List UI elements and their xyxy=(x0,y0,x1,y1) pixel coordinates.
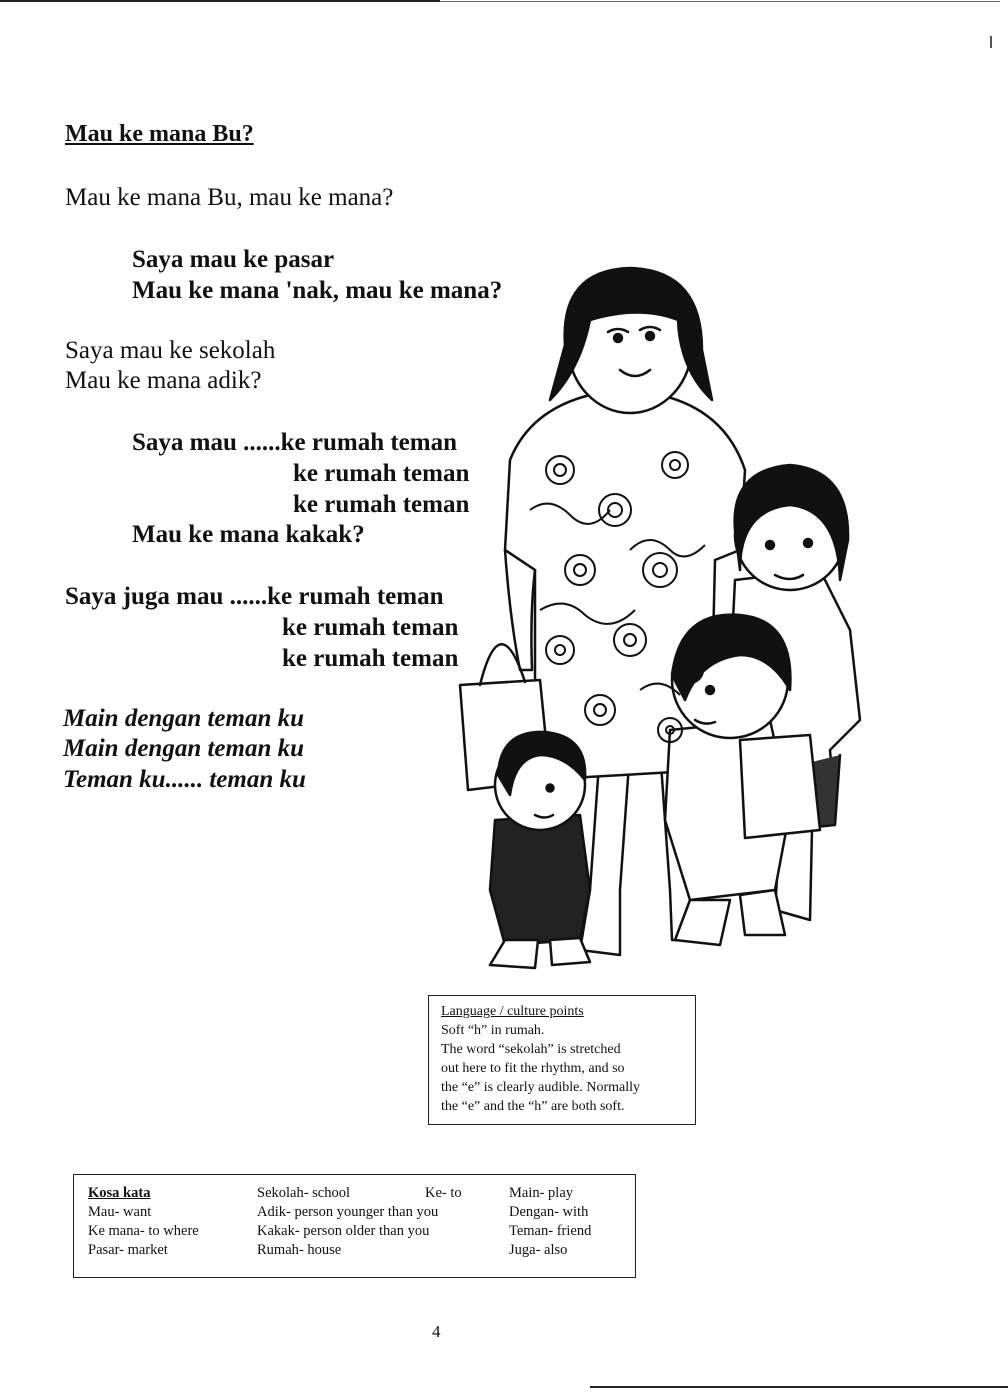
culture-box-line: the “e” is clearly audible. Normally xyxy=(441,1080,641,1095)
song-title: Mau ke mana Bu? xyxy=(65,121,254,147)
culture-box-line: out here to fit the rhythm, and so xyxy=(441,1061,625,1076)
language-culture-box xyxy=(428,995,696,1125)
scan-edge-top xyxy=(0,0,440,2)
vocab-column xyxy=(509,1184,591,1260)
lyric-line: Main dengan teman ku xyxy=(63,705,305,732)
vocab-heading: Kosa kata xyxy=(88,1185,151,1201)
lyric-line: Saya mau ke sekolah xyxy=(65,337,276,364)
lyric-line: Mau ke mana adik? xyxy=(65,367,262,394)
lyric-line: Mau ke mana kakak? xyxy=(132,521,365,548)
culture-box-line: the “e” and the “h” are both soft. xyxy=(441,1099,625,1114)
vocab-entry: Juga- also xyxy=(509,1242,568,1258)
lyric-line: Saya mau ......ke rumah teman xyxy=(132,429,458,456)
lyric-line: ke rumah teman xyxy=(293,491,470,518)
vocab-entry: Ke- to xyxy=(425,1185,462,1201)
vocab-column xyxy=(88,1184,199,1260)
lyric-line: Main dengan teman ku xyxy=(63,735,305,762)
scan-edge-top-faint xyxy=(440,1,1000,2)
lyric-line: Saya juga mau ......ke rumah teman xyxy=(65,583,444,610)
culture-box-heading: Language / culture points xyxy=(441,1004,584,1019)
lyric-line: Saya mau ke pasar xyxy=(132,246,335,273)
family-illustration xyxy=(440,250,920,980)
vocab-entry: Kakak- person older than you xyxy=(257,1223,430,1239)
vocabulary-box xyxy=(73,1174,636,1278)
culture-box-line: The word “sekolah” is stretched xyxy=(441,1042,621,1057)
vocab-entry: Teman- friend xyxy=(509,1223,592,1239)
vocab-entry: Rumah- house xyxy=(257,1242,342,1258)
page-number: 4 xyxy=(432,1322,441,1341)
vocab-column xyxy=(257,1184,438,1260)
culture-box-line: Soft “h” in rumah. xyxy=(441,1023,545,1038)
vocab-entry: Adik- person younger than you xyxy=(257,1204,439,1220)
lyric-line: Teman ku...... teman ku xyxy=(63,766,306,793)
vocab-entry: Sekolah- school xyxy=(257,1185,351,1201)
lyric-line: ke rumah teman xyxy=(282,645,459,672)
scan-edge-bottom xyxy=(590,1386,1008,1388)
scan-mark xyxy=(990,36,992,48)
lyric-line: Mau ke mana 'nak, mau ke mana? xyxy=(132,277,503,304)
vocab-column xyxy=(425,1184,462,1203)
vocab-entry: Pasar- market xyxy=(88,1242,168,1258)
vocab-entry: Ke mana- to where xyxy=(88,1223,199,1239)
vocab-entry: Mau- want xyxy=(88,1204,152,1220)
lyric-line: Mau ke mana Bu, mau ke mana? xyxy=(65,184,394,211)
vocab-entry: Main- play xyxy=(509,1185,574,1201)
vocab-entry: Dengan- with xyxy=(509,1204,589,1220)
lyric-line: ke rumah teman xyxy=(282,614,459,641)
lyric-line: ke rumah teman xyxy=(293,460,470,487)
